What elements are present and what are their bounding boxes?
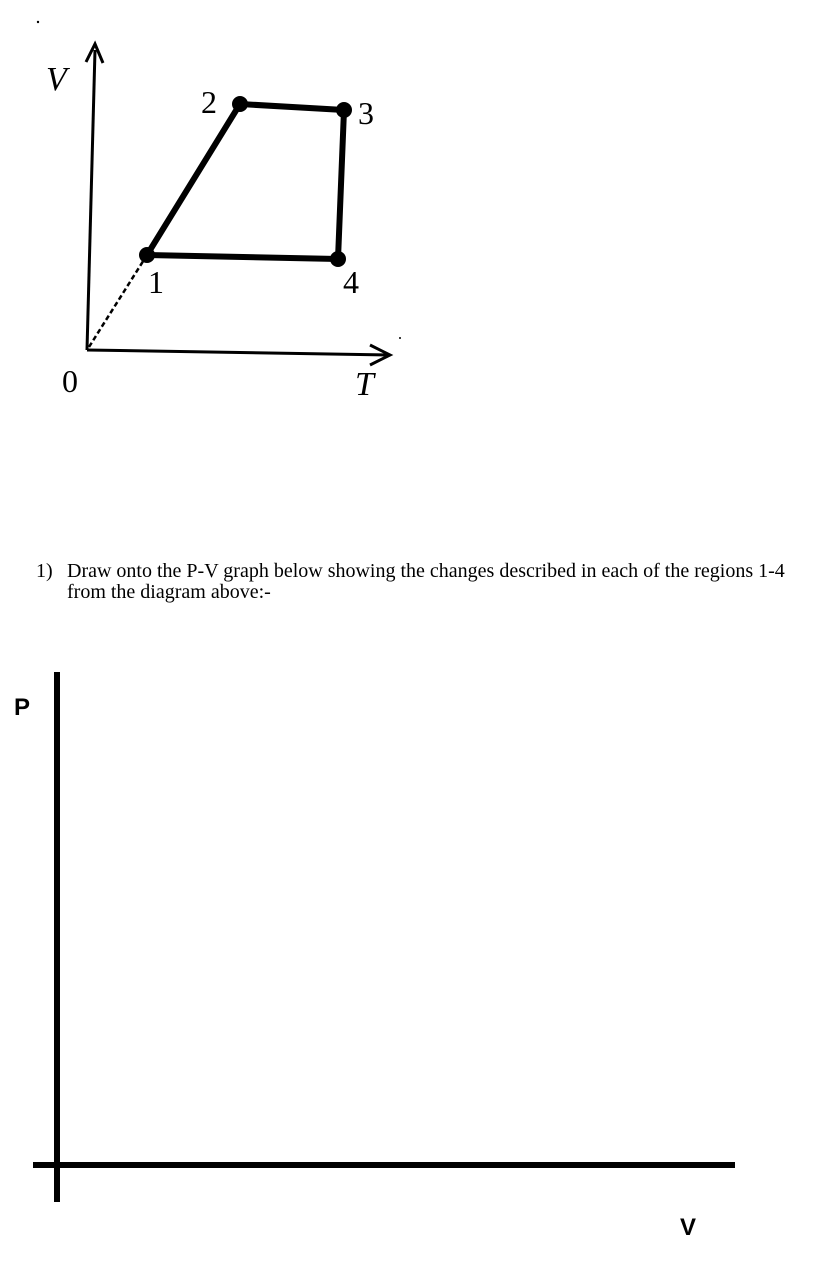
process-3-4	[338, 110, 344, 259]
point-2-label: 2	[201, 84, 217, 120]
point-2-dot	[232, 96, 248, 112]
question-line-1: Draw onto the P-V graph below showing the changes described in each of the regions 1-4	[67, 560, 785, 582]
vt-cycle-diagram	[0, 0, 460, 420]
t-axis-line	[87, 350, 388, 355]
process-2-3	[240, 104, 344, 110]
p-axis-label: P	[14, 694, 31, 721]
point-1-label: 1	[148, 264, 164, 300]
point-4-label: 4	[343, 264, 359, 300]
v-axis-label: V	[46, 61, 67, 98]
origin-label: 0	[62, 363, 78, 399]
point-1-dot	[139, 247, 155, 263]
question-line-2: from the diagram above:-	[67, 581, 271, 603]
stray-dot	[399, 337, 401, 339]
point-3-label: 3	[358, 95, 374, 131]
question-number: 1)	[36, 560, 53, 582]
v-axis-line	[87, 50, 95, 350]
point-3-dot	[336, 102, 352, 118]
stray-dot	[37, 21, 39, 23]
process-1-2	[147, 104, 240, 255]
t-axis-label: T	[355, 366, 374, 403]
process-4-1	[147, 255, 338, 259]
dashed-extension-line	[89, 255, 147, 347]
v-axis-label: V	[680, 1214, 697, 1241]
pv-graph	[0, 660, 816, 1277]
